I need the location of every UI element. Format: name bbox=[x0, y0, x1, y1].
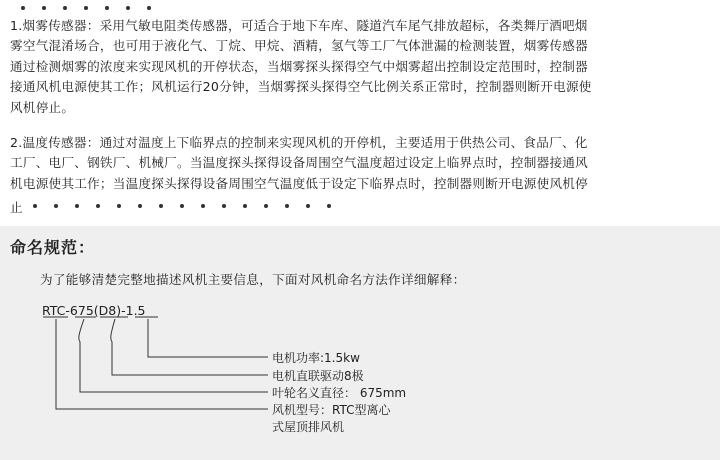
naming-section bbox=[0, 226, 720, 460]
bullet-dot bbox=[63, 6, 67, 10]
bullet-dot bbox=[105, 6, 109, 10]
bullet-dot bbox=[327, 204, 331, 208]
bullet-dot bbox=[147, 6, 151, 10]
bracket-diameter bbox=[79, 319, 268, 392]
bullet-dot bbox=[54, 204, 58, 208]
tail-dot-row bbox=[33, 199, 348, 213]
bullet-dot bbox=[138, 204, 142, 208]
bullet-dot bbox=[180, 204, 184, 208]
bullet-dot bbox=[285, 204, 289, 208]
bracket-drive bbox=[111, 319, 268, 375]
bullet-dot bbox=[84, 6, 88, 10]
bullet-dot bbox=[222, 204, 226, 208]
bullet-dot bbox=[75, 204, 79, 208]
bracket-power bbox=[148, 319, 268, 357]
naming-intro: 为了能够清楚完整地描述风机主要信息，下面对风机命名方法作详细解释： bbox=[40, 272, 466, 287]
paragraph-tail bbox=[10, 196, 348, 216]
legend-roof-type: 式屋顶排风机 bbox=[272, 420, 345, 434]
bullet-dot bbox=[243, 204, 247, 208]
bullet-dot bbox=[117, 204, 121, 208]
top-dot-row bbox=[21, 1, 168, 15]
bullet-dot bbox=[306, 204, 310, 208]
legend-power: 电机功率:1.5kw bbox=[272, 351, 360, 365]
bullet-dot bbox=[42, 6, 46, 10]
bracket-model bbox=[56, 319, 268, 409]
legend-model: 风机型号：RTC型离心 bbox=[272, 403, 391, 417]
bullet-dot bbox=[33, 204, 37, 208]
smoke-sensor-paragraph: 1.烟雾传感器：采用气敏电阻类传感器，可适合于地下车库、隧道汽车尾气排放超标，各类舞厅酒吧烟 雾空气混淆场合，也可用于液化气、丁烷、甲烷、酒精，氢气等工厂气体泄漏的检测装置，烟雾传感器 通过检测烟雾的浓度来实现风机的开停状态，当烟雾探头探得空气中烟雾超出控制设定范围时，控制器 接通风机电源使其工作；风机运行20分钟，当烟雾探头探得空气比例关系正常时，控制器则断开电源使 风机停止。 bbox=[10, 18, 592, 115]
legend-diameter: 叶轮名义直径： 675mm bbox=[272, 386, 407, 400]
temperature-sensor-paragraph: 2.温度传感器：通过对温度上下临界点的控制来实现风机的开停机，主要适用于供热公司、食品厂、化 工厂、电厂、钢铁厂、机械厂。当温度探头探得设备周围空气温度超过设定上临界点时，控制器接通风 机电源使其工作；当温度探头探得设备周围空气温度低于设定下临界点时，控制器则断开电源使风机停 bbox=[10, 135, 588, 191]
bullet-dot bbox=[159, 204, 163, 208]
legend-drive: 电机直联驱动8极 bbox=[272, 369, 364, 383]
bullet-dot bbox=[201, 204, 205, 208]
naming-bracket-lines bbox=[0, 226, 720, 460]
paragraph-tail-char: 止 bbox=[10, 199, 23, 215]
bullet-dot bbox=[96, 204, 100, 208]
model-code: RTC-675(D8)-1.5 bbox=[42, 303, 146, 318]
bullet-dot bbox=[264, 204, 268, 208]
naming-title: 命名规范： bbox=[10, 238, 96, 257]
bullet-dot bbox=[126, 6, 130, 10]
bullet-dot bbox=[21, 6, 25, 10]
